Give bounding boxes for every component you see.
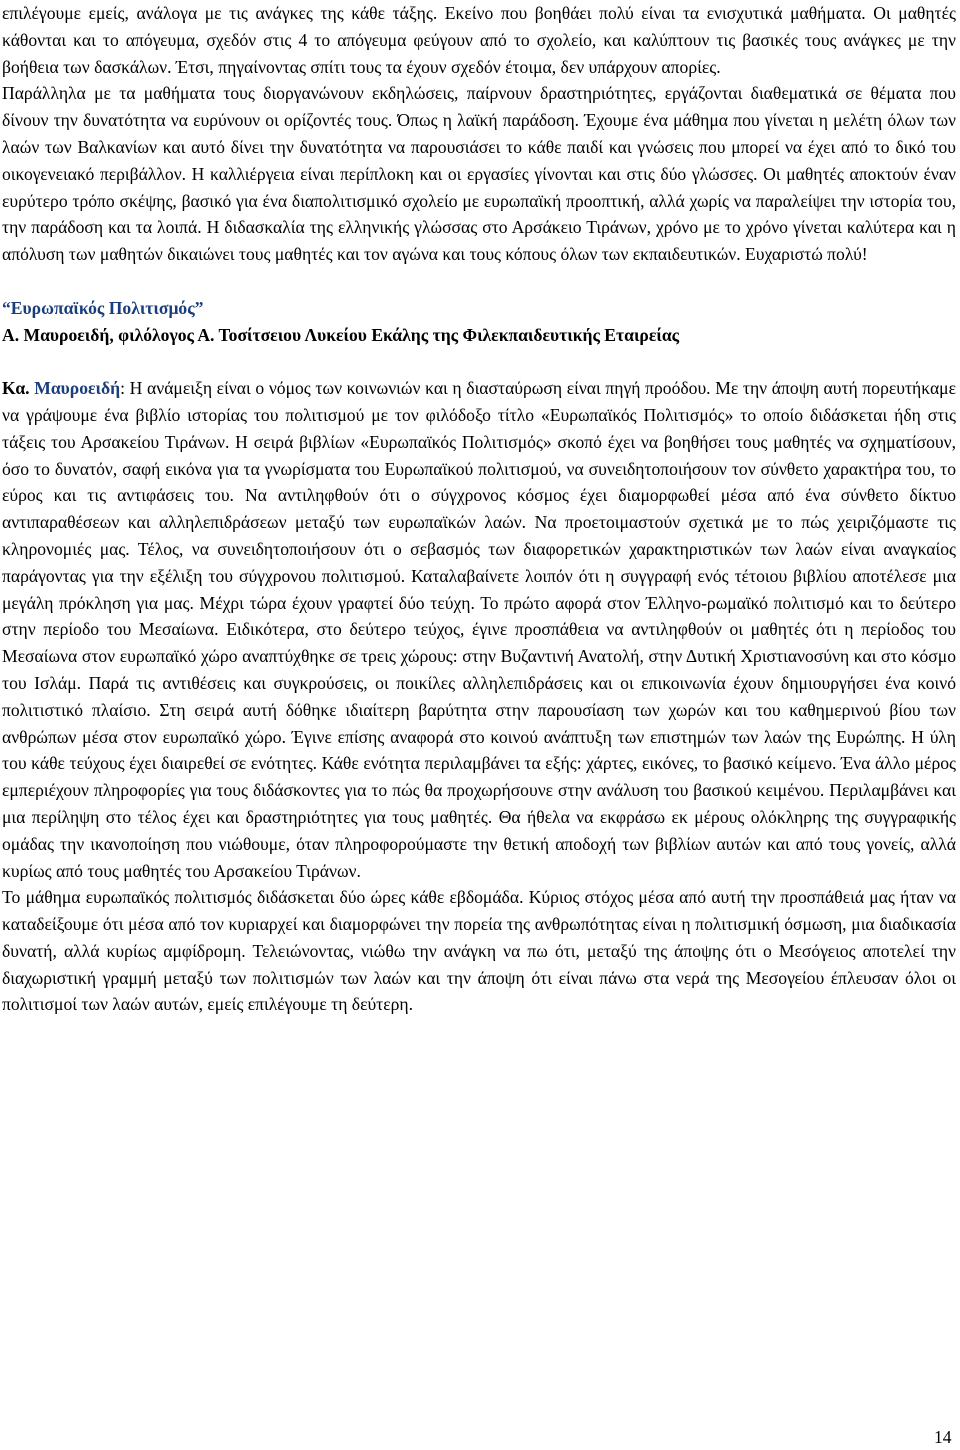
section-title: “Ευρωπαϊκός Πολιτισμός”: [2, 297, 204, 318]
spacer: [2, 348, 956, 375]
document-page: [2, 0, 956, 1018]
speaker-name: Μαυροειδή: [34, 378, 121, 399]
body-paragraph-2: Το μάθημα ευρωπαϊκός πολιτισμός διδάσκεται δύο ώρες κάθε εβδομάδα. Κύριος στόχος μέσα από αυτή την προσπάθειά μας ήταν να καταδείξουμε ότι μέσα από τον κυριαρχεί και διαμορφώνει την πορεία της ανθρωπότητας είναι η πολιτισμική όσμωση, μια διαδικασία δυνατή, αλλά κυρίως αμφίδρομη. Τελειώνοντας, νιώθω την ανάγκη να πω ότι, μεταξύ της άποψης ότι ο Μεσόγειος αποτελεί την διαχωριστική γραμμή μεταξύ των πολιτισμών των λαών και την άποψη ότι είναι πάνω στα νερά της Μεσογείου έπλευσαν όλοι οι πολιτισμοί των λαών αυτών, εμείς επιλέγουμε τη δεύτερη.: [2, 887, 956, 1015]
section-subtitle: Α. Μαυροειδή, φιλόλογος Α. Τοσίτσειου Λυκείου Εκάλης της Φιλεκπαιδευτικής Εταιρείας: [2, 324, 680, 345]
intro-paragraph-1: επιλέγουμε εμείς, ανάλογα με τις ανάγκες της κάθε τάξης. Εκείνο που βοηθάει πολύ είναι τα ενισχυτικά μαθήματα. Οι μαθητές κάθονται και το απόγευμα, σχεδόν στις 4 το απόγευμα φεύγουν από το σχολείο, και καλύπτουν τις βασικές τους ανάγκες με την βοήθεια των δασκάλων. Έτσι, πηγαίνοντας σπίτι τους τα έχουν σχεδόν έτοιμα, δεν υπάρχουν απορίες.: [2, 3, 956, 77]
body-paragraph-1: [2, 375, 956, 884]
speaker-colon: :: [120, 378, 126, 399]
intro-paragraph-2: Παράλληλα με τα μαθήματα τους διοργανώνουν εκδηλώσεις, παίρνουν δραστηριότητες, εργάζονται διαθεματικά σε θέματα που δίνουν την δυνατότητα να ευρύνουν οι ορίζοντές τους. Όπως η λαϊκή παράδοση. Έχουμε ένα μάθημα που γίνεται η μελέτη όλων των λαών των Βαλκανίων και αυτό δίνει την δυνατότητα να παρουσιάσει το κάθε παιδί και γνώσεις που μπορεί να έχει από το δικό του οικογενειακό περιβάλλον. Η καλλιέργεια είναι περίπλοκη και οι εργασίες γίνονται και στις δύο γλώσσες. Οι μαθητές αποκτούν έναν ευρύτερο τρόπο σκέψης, βασικό για ένα διαπολιτισμικό σχολείο με ευρωπαϊκή προοπτική, αλλά χωρίς να παραλείψει την ιστορία του, την παράδοση και τα λοιπά. Η διδασκαλία της ελληνικής γλώσσας στο Αρσάκειο Τιράνων, χρόνο με το χρόνο γίνεται καλύτερα και η απόλυση των μαθητών δικαιώνει τους μαθητές και τον αγώνα και τους κόπους όλων των εκπαιδευτικών. Ευχαριστώ πολύ!: [2, 83, 956, 265]
page-number: 14: [934, 1427, 952, 1447]
spacer: [2, 268, 956, 295]
speaker-prefix: Κα.: [2, 378, 30, 399]
body-paragraph-1-text: Η ανάμειξη είναι ο νόμος των κοινωνιών και η διασταύρωση είναι πηγή προόδου. Με την άποψη αυτή πορευτήκαμε να γράψουμε ένα βιβλίο ιστορίας του πολιτισμού με τον φιλόδοξο τίτλο «Ευρωπαϊκός Πολιτισμός» το οποίο διδάσκεται ήδη στις τάξεις του Αρσακείου Τιράνων. Η σειρά βιβλίων «Ευρωπαϊκός Πολιτισμός» σκοπό έχει να βοηθήσει τους μαθητές να σχηματίσουν, όσο το δυνατόν, σαφή εικόνα για τα γνωρίσματα του Ευρωπαϊκού πολιτισμού, να συνειδητοποιήσουν τον σύνθετο χαρακτήρα του, το εύρος και τις αντιφάσεις του. Να αντιληφθούν ότι ο σύγχρονος κόσμος έχει διαμορφωθεί μέσα από ένα σύνθετο δίκτυο αντιπαραθέσεων και αλληλεπιδράσεων μεταξύ των ευρωπαϊκών λαών. Να προετοιμαστούν σχετικά με το πώς χειριζόμαστε τις κληρονομιές μας. Τέλος, να συνειδητοποιήσουν ότι ο σεβασμός των διαφορετικών χαρακτηριστικών των λαών είναι αναγκαίος παράγοντας για την εξέλιξη του σύγχρονου πολιτισμού. Καταλαβαίνετε λοιπόν ότι η συγγραφή ενός τέτοιου βιβλίου αποτέλεσε μια μεγάλη πρόκληση για μας. Μέχρι τώρα έχουν γραφτεί δύο τεύχη. Το πρώτο αφορά στον Έλληνο-ρωμαϊκό πολιτισμό και το δεύτερο στην περίοδο του Μεσαίωνα. Ειδικότερα, στο δεύτερο τεύχος, έγινε προσπάθεια να αντιληφθούν οι μαθητές ότι η περίοδος του Μεσαίωνα στον ευρωπαϊκό χώρο αναπτύχθηκε σε τρεις χώρους: στην Βυζαντινή Ανατολή, στην Δυτική Χριστιανοσύνη και στο κόσμο του Ισλάμ. Παρά τις αντιθέσεις και συγκρούσεις, οι ποικίλες αλληλεπιδράσεις και οι επικοινωνία έχουν δημιουργήσει ένα κοινό πολιτιστικό πλαίσιο. Στη σειρά αυτή δόθηκε ιδιαίτερη βαρύτητα στην παρουσίαση των χωρών και του καθημερινού βίου των ανθρώπων μέσα στον ευρωπαϊκό χώρο. Έγινε επίσης αναφορά στο κοινού ανάπτυξη των επιστημών των λαών της Ευρώπης. Η ύλη του κάθε τεύχους έχει διαιρεθεί σε ενότητες. Κάθε ενότητα περιλαμβάνει τα εξής: χάρτες, εικόνες, το βασικό κείμενο. Ένα άλλο μέρος εμπεριέχουν πληροφορίες για τους διδάσκοντες για το πώς θα προχωρήσουνε στην ανάλυση του βασικού κειμένου. Περιλαμβάνει και μια περίληψη στο τέλος έχει και δραστηριότητες για τους μαθητές. Θα ήθελα να εκφράσω εκ μέρους ολόκληρης της συγγραφικής ομάδας την ικανοποίηση που νιώθουμε, όταν πληροφορούμαστε την θετική αποδοχή των βιβλίων αυτών και από τους γονείς, αλλά κυρίως από τους μαθητές του Αρσακείου Τιράνων.: [2, 378, 956, 881]
